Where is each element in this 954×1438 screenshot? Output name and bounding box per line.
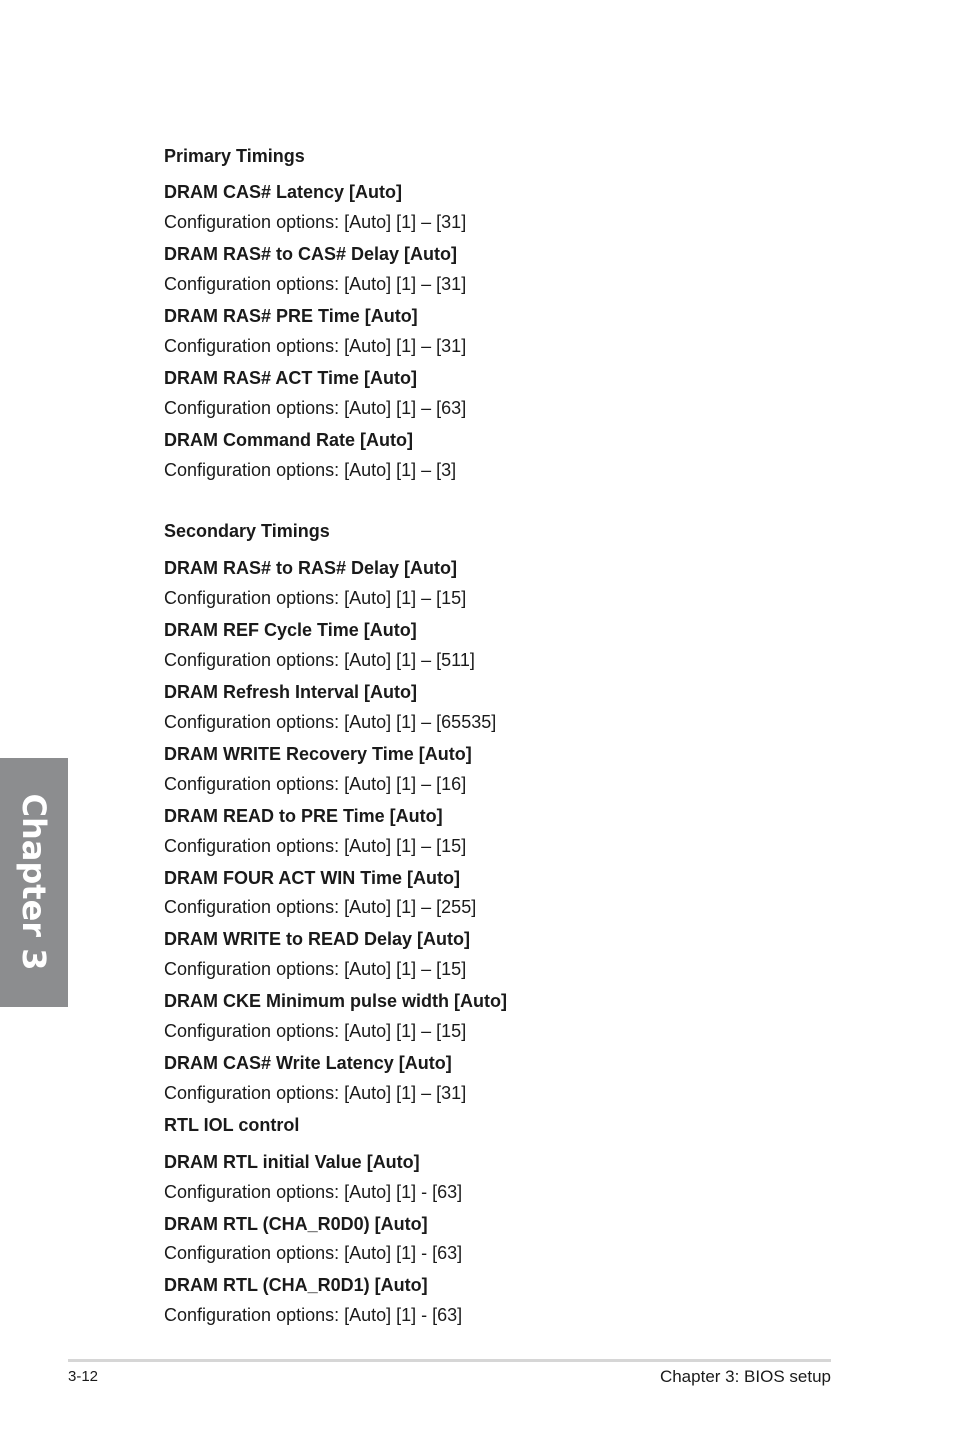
setting-options: Configuration options: [Auto] [1] - [63] [164, 1243, 463, 1263]
setting-options: Configuration options: [Auto] [1] – [255] [164, 897, 477, 917]
setting-options: Configuration options: [Auto] [1] – [15] [164, 1021, 467, 1041]
setting-title: DRAM REF Cycle Time [Auto] [164, 620, 417, 640]
setting-options: Configuration options: [Auto] [1] – [31] [164, 274, 467, 294]
setting-title: DRAM READ to PRE Time [Auto] [164, 806, 443, 826]
setting-options: Configuration options: [Auto] [1] – [31] [164, 336, 467, 356]
setting-options: Configuration options: [Auto] [1] - [63] [164, 1305, 463, 1325]
page-number: 3-12 [68, 1368, 99, 1385]
setting-title: DRAM Command Rate [Auto] [164, 430, 413, 450]
setting-options: Configuration options: [Auto] [1] - [63] [164, 1182, 463, 1202]
setting-options: Configuration options: [Auto] [1] – [31] [164, 1083, 467, 1103]
footer-chapter-title: Chapter 3: BIOS setup [659, 1367, 831, 1386]
setting-options: Configuration options: [Auto] [1] – [65535] [164, 712, 497, 732]
setting-title: DRAM CKE Minimum pulse width [Auto] [164, 991, 507, 1011]
setting-title: DRAM WRITE to READ Delay [Auto] [164, 929, 470, 949]
setting-title: DRAM RTL (CHA_R0D0) [Auto] [164, 1214, 428, 1234]
chapter-side-tab [0, 758, 68, 1007]
setting-title: DRAM RTL initial Value [Auto] [164, 1152, 420, 1172]
setting-options: Configuration options: [Auto] [1] – [15] [164, 959, 467, 979]
setting-options: Configuration options: [Auto] [1] – [3] [164, 460, 457, 480]
setting-options: Configuration options: [Auto] [1] – [15] [164, 588, 467, 608]
section-heading: Primary Timings [164, 146, 305, 166]
setting-options: Configuration options: [Auto] [1] – [63] [164, 398, 467, 418]
setting-title: DRAM CAS# Latency [Auto] [164, 182, 403, 202]
setting-options: Configuration options: [Auto] [1] – [31] [164, 212, 467, 232]
setting-title: DRAM CAS# Write Latency [Auto] [164, 1053, 452, 1073]
setting-title: DRAM WRITE Recovery Time [Auto] [164, 744, 472, 764]
chapter-tab-label: Chapter 3 [15, 793, 53, 971]
setting-title: DRAM RAS# to RAS# Delay [Auto] [164, 558, 458, 578]
setting-title: DRAM RAS# to CAS# Delay [Auto] [164, 244, 458, 264]
setting-options: Configuration options: [Auto] [1] – [16] [164, 774, 467, 794]
setting-title: DRAM RAS# ACT Time [Auto] [164, 368, 417, 388]
setting-title: DRAM FOUR ACT WIN Time [Auto] [164, 868, 460, 888]
section-heading: Secondary Timings [164, 521, 330, 541]
setting-title: DRAM RAS# PRE Time [Auto] [164, 306, 418, 326]
footer-divider [68, 1359, 831, 1362]
setting-options: Configuration options: [Auto] [1] – [511] [164, 650, 475, 670]
setting-options: Configuration options: [Auto] [1] – [15] [164, 836, 467, 856]
setting-title: DRAM RTL (CHA_R0D1) [Auto] [164, 1275, 428, 1295]
setting-title: DRAM Refresh Interval [Auto] [164, 682, 418, 702]
section-heading: RTL IOL control [164, 1115, 300, 1135]
